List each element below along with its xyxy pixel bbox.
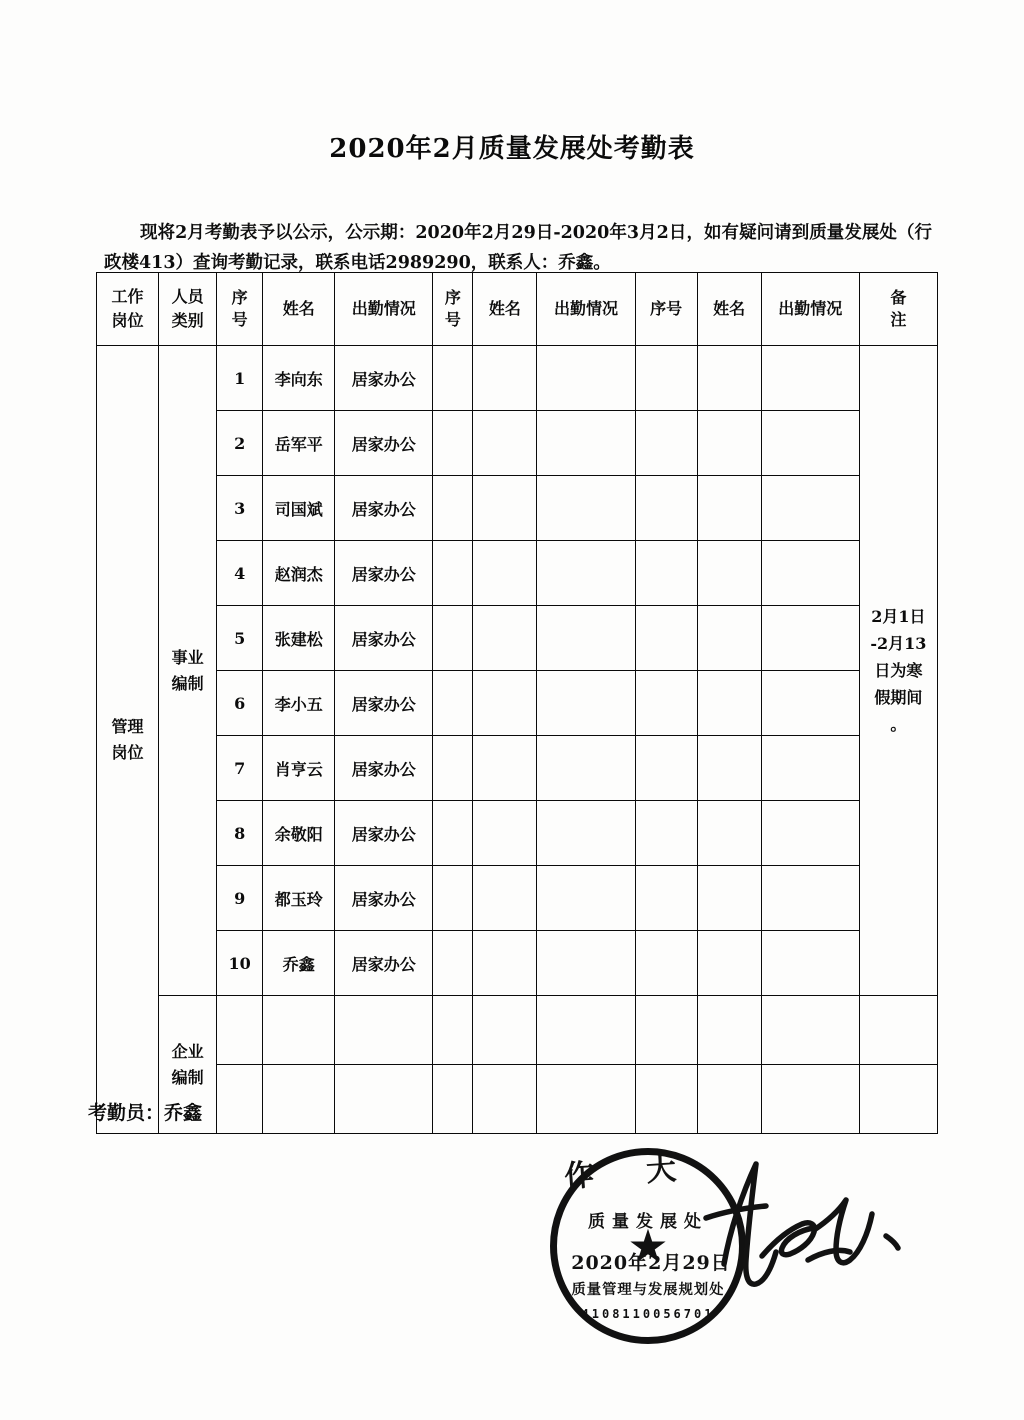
table-row bbox=[97, 736, 938, 801]
cell-name-c bbox=[697, 671, 761, 736]
seal-bottom-text: 质量管理与发展规划处 bbox=[571, 1282, 725, 1298]
cell-name-c bbox=[697, 801, 761, 866]
cell-index-b bbox=[433, 801, 473, 866]
table-row bbox=[97, 996, 938, 1065]
table-row bbox=[97, 346, 938, 411]
header-personnel-category-line1: 人员 bbox=[171, 287, 204, 306]
header-remark-line1: 备 bbox=[890, 288, 907, 307]
cell-attendance: 居家办公 bbox=[335, 671, 433, 736]
remark-line-5: 。 bbox=[890, 715, 907, 734]
cell-index bbox=[217, 996, 263, 1065]
handwritten-overlay-mark: 作大 bbox=[563, 1148, 730, 1195]
cell-attendance-c bbox=[761, 801, 859, 866]
cell-index: 5 bbox=[217, 606, 263, 671]
cell-name-b bbox=[473, 671, 537, 736]
attendance-table-container bbox=[96, 272, 938, 1134]
cell-index-c bbox=[635, 1065, 697, 1134]
cell-name: 都玉玲 bbox=[263, 866, 335, 931]
cell-name-c bbox=[697, 736, 761, 801]
cell-index: 3 bbox=[217, 476, 263, 541]
category-public-line1: 事业 bbox=[171, 647, 204, 667]
cell-attendance: 居家办公 bbox=[335, 541, 433, 606]
cell-category-public bbox=[159, 346, 217, 996]
cell-name-c bbox=[697, 606, 761, 671]
cell-index-c bbox=[635, 411, 697, 476]
cell-index-b bbox=[433, 411, 473, 476]
cell-index-b bbox=[433, 931, 473, 996]
table-row bbox=[97, 1065, 938, 1134]
cell-name-b bbox=[473, 411, 537, 476]
cell-attendance: 居家办公 bbox=[335, 606, 433, 671]
table-row bbox=[97, 411, 938, 476]
cell-attendance-c bbox=[761, 736, 859, 801]
cell-work-position bbox=[97, 346, 159, 1134]
cell-name-c bbox=[697, 541, 761, 606]
cell-index: 4 bbox=[217, 541, 263, 606]
table-row bbox=[97, 671, 938, 736]
cell-name: 乔鑫 bbox=[263, 931, 335, 996]
cell-attendance-b bbox=[537, 1065, 635, 1134]
remark-line-3: 日为寒 bbox=[874, 661, 923, 680]
header-index-b-line2: 号 bbox=[444, 310, 461, 329]
cell-index-c bbox=[635, 931, 697, 996]
header-index-a-line2: 号 bbox=[231, 310, 248, 329]
recorder-line: 考勤员：乔鑫 bbox=[88, 1102, 203, 1124]
cell-name: 张建松 bbox=[263, 606, 335, 671]
cell-index-b bbox=[433, 1065, 473, 1134]
header-personnel-category-line2: 类别 bbox=[171, 311, 204, 330]
header-index-b bbox=[433, 273, 473, 346]
header-remark-line2: 注 bbox=[890, 310, 907, 329]
cell-name-c bbox=[697, 1065, 761, 1134]
cell-name-b bbox=[473, 996, 537, 1065]
cell-attendance-b bbox=[537, 671, 635, 736]
cell-attendance: 居家办公 bbox=[335, 411, 433, 476]
cell-index-c bbox=[635, 866, 697, 931]
cell-index bbox=[217, 1065, 263, 1134]
cell-index-b bbox=[433, 866, 473, 931]
category-public-line2: 编制 bbox=[171, 673, 204, 693]
cell-attendance: 居家办公 bbox=[335, 866, 433, 931]
cell-attendance-b bbox=[537, 931, 635, 996]
header-name-a: 姓名 bbox=[263, 273, 335, 346]
cell-name-b bbox=[473, 801, 537, 866]
cell-name-b bbox=[473, 606, 537, 671]
cell-attendance-b bbox=[537, 736, 635, 801]
cell-index-b bbox=[433, 346, 473, 411]
cell-name-c bbox=[697, 411, 761, 476]
cell-attendance: 居家办公 bbox=[335, 476, 433, 541]
cell-index-c bbox=[635, 671, 697, 736]
cell-index-b bbox=[433, 541, 473, 606]
cell-attendance-c bbox=[761, 411, 859, 476]
cell-remark bbox=[859, 346, 937, 996]
header-work-position-line2: 岗位 bbox=[111, 311, 144, 330]
cell-index-c bbox=[635, 996, 697, 1065]
cell-index: 7 bbox=[217, 736, 263, 801]
cell-index: 8 bbox=[217, 801, 263, 866]
cell-attendance-b bbox=[537, 996, 635, 1065]
cell-attendance-c bbox=[761, 866, 859, 931]
cell-name-b bbox=[473, 346, 537, 411]
header-work-position-line1: 工作 bbox=[111, 287, 144, 306]
cell-remark-empty bbox=[859, 996, 937, 1065]
cell-index: 9 bbox=[217, 866, 263, 931]
cell-index-c bbox=[635, 541, 697, 606]
header-attendance-b: 出勤情况 bbox=[537, 273, 635, 346]
cell-index-b bbox=[433, 671, 473, 736]
attendance-table-body bbox=[97, 346, 938, 1134]
cell-name bbox=[263, 996, 335, 1065]
cell-attendance bbox=[335, 1065, 433, 1134]
handwritten-signature bbox=[690, 1144, 920, 1304]
header-index-b-line1: 序 bbox=[444, 288, 461, 307]
cell-attendance-b bbox=[537, 346, 635, 411]
cell-index-c bbox=[635, 476, 697, 541]
cell-attendance-c bbox=[761, 476, 859, 541]
cell-name bbox=[263, 1065, 335, 1134]
table-header-row bbox=[97, 273, 938, 346]
cell-name: 李向东 bbox=[263, 346, 335, 411]
table-row bbox=[97, 541, 938, 606]
stamp-date: 2020年2月29日 bbox=[571, 1252, 731, 1274]
cell-name: 余敬阳 bbox=[263, 801, 335, 866]
cell-attendance: 居家办公 bbox=[335, 736, 433, 801]
notice-paragraph: 现将2月考勤表予以公示，公示期：2020年2月29日-2020年3月2日，如有疑问请到质量发展处（行政楼413）查询考勤记录，联系电话2989290，联系人：乔鑫。 bbox=[104, 222, 932, 273]
cell-name: 肖亨云 bbox=[263, 736, 335, 801]
cell-index: 2 bbox=[217, 411, 263, 476]
table-row bbox=[97, 931, 938, 996]
header-personnel-category bbox=[159, 273, 217, 346]
header-name-b: 姓名 bbox=[473, 273, 537, 346]
cell-name: 司国斌 bbox=[263, 476, 335, 541]
header-remark bbox=[859, 273, 937, 346]
table-row bbox=[97, 866, 938, 931]
cell-index: 1 bbox=[217, 346, 263, 411]
cell-name: 李小五 bbox=[263, 671, 335, 736]
cell-attendance: 居家办公 bbox=[335, 801, 433, 866]
cell-attendance-c bbox=[761, 346, 859, 411]
cell-name-c bbox=[697, 866, 761, 931]
category-enterprise-line1: 企业 bbox=[171, 1041, 204, 1061]
header-index-a-line1: 序 bbox=[231, 288, 248, 307]
cell-index-b bbox=[433, 606, 473, 671]
cell-attendance bbox=[335, 996, 433, 1065]
table-row bbox=[97, 476, 938, 541]
cell-attendance-b bbox=[537, 476, 635, 541]
cell-index-b bbox=[433, 996, 473, 1065]
table-row bbox=[97, 606, 938, 671]
cell-name: 岳军平 bbox=[263, 411, 335, 476]
cell-attendance-b bbox=[537, 541, 635, 606]
cell-attendance-b bbox=[537, 801, 635, 866]
header-index-c: 序号 bbox=[635, 273, 697, 346]
cell-name-c bbox=[697, 996, 761, 1065]
cell-attendance-c bbox=[761, 996, 859, 1065]
cell-index-c bbox=[635, 736, 697, 801]
cell-attendance: 居家办公 bbox=[335, 931, 433, 996]
seal-top-text: 质量发展处 bbox=[588, 1212, 708, 1232]
cell-name-b bbox=[473, 931, 537, 996]
cell-attendance-c bbox=[761, 606, 859, 671]
cell-attendance-c bbox=[761, 671, 859, 736]
header-work-position bbox=[97, 273, 159, 346]
cell-index-c bbox=[635, 346, 697, 411]
cell-name-c bbox=[697, 476, 761, 541]
category-enterprise-line2: 编制 bbox=[171, 1067, 204, 1087]
cell-index: 6 bbox=[217, 671, 263, 736]
header-index-a bbox=[217, 273, 263, 346]
seal-code: 4108110056701 bbox=[581, 1307, 715, 1321]
attendance-table bbox=[96, 272, 938, 1134]
cell-attendance-b bbox=[537, 411, 635, 476]
cell-attendance-c bbox=[761, 1065, 859, 1134]
signature-and-seal-area bbox=[540, 1140, 940, 1370]
cell-attendance-c bbox=[761, 931, 859, 996]
cell-name: 赵润杰 bbox=[263, 541, 335, 606]
page-title: 2020年2月质量发展处考勤表 bbox=[329, 134, 695, 164]
header-name-c: 姓名 bbox=[697, 273, 761, 346]
cell-remark-empty bbox=[859, 1065, 937, 1134]
work-position-line2: 岗位 bbox=[111, 742, 144, 762]
cell-index-b bbox=[433, 736, 473, 801]
table-row bbox=[97, 801, 938, 866]
cell-attendance-c bbox=[761, 541, 859, 606]
cell-index-c bbox=[635, 606, 697, 671]
cell-index: 10 bbox=[217, 931, 263, 996]
cell-index-b bbox=[433, 476, 473, 541]
cell-attendance-b bbox=[537, 866, 635, 931]
cell-name-b bbox=[473, 736, 537, 801]
cell-name-b bbox=[473, 476, 537, 541]
cell-index-c bbox=[635, 801, 697, 866]
cell-name-b bbox=[473, 541, 537, 606]
cell-attendance: 居家办公 bbox=[335, 346, 433, 411]
work-position-line1: 管理 bbox=[111, 716, 144, 736]
cell-attendance-b bbox=[537, 606, 635, 671]
remark-line-2: -2月13 bbox=[870, 634, 927, 653]
cell-name-c bbox=[697, 346, 761, 411]
cell-name-c bbox=[697, 931, 761, 996]
cell-name-b bbox=[473, 1065, 537, 1134]
cell-name-b bbox=[473, 866, 537, 931]
remark-line-4: 假期间 bbox=[874, 688, 923, 707]
header-attendance-c: 出勤情况 bbox=[761, 273, 859, 346]
remark-line-1: 2月1日 bbox=[871, 607, 926, 626]
header-attendance-a: 出勤情况 bbox=[335, 273, 433, 346]
